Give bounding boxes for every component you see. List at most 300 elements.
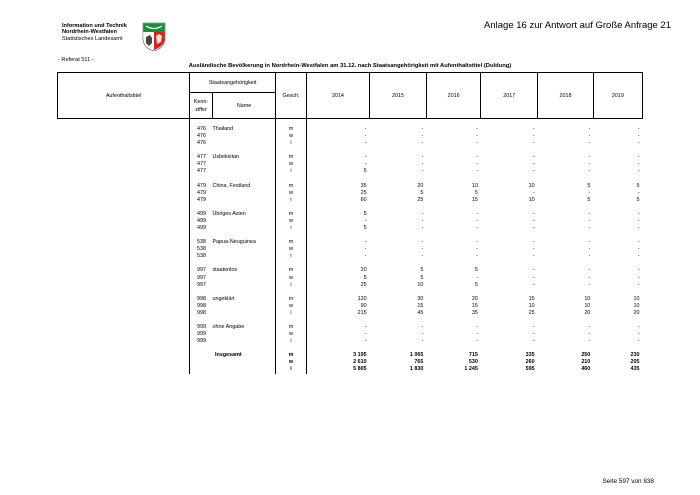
value-cell: 25 — [417, 196, 424, 203]
value-cell: - — [588, 189, 591, 196]
spacer-cell — [370, 317, 427, 324]
table-row — [58, 331, 643, 338]
spacer-cell — [593, 176, 642, 183]
table-row — [58, 154, 643, 161]
aufenthaltstitel-cell — [58, 197, 190, 204]
table-row — [58, 324, 643, 331]
value-cell: - — [532, 246, 535, 253]
spacer-cell — [190, 176, 213, 183]
spacer-cell — [593, 317, 642, 324]
spacer-cell — [276, 119, 307, 127]
value-cell: - — [588, 338, 591, 345]
spacer-cell — [58, 289, 190, 296]
value-cell: 5 — [420, 189, 424, 196]
spacer-cell — [306, 317, 369, 324]
spacer-cell — [58, 345, 190, 352]
spacer-cell — [58, 232, 190, 239]
value-cell: - — [476, 323, 478, 330]
kennziffer-cell: 479 — [197, 182, 207, 189]
spacer-cell — [276, 176, 307, 183]
value-cell: - — [532, 267, 535, 274]
spacer-cell — [212, 147, 275, 154]
value-cell: 90 — [360, 302, 367, 309]
spacer-cell — [276, 345, 307, 352]
value-cell: 1 830 — [409, 366, 424, 373]
aufenthaltstitel-cell — [58, 359, 190, 366]
spacer-cell — [481, 289, 538, 296]
table-row — [58, 303, 643, 310]
value-cell: 250 — [581, 352, 591, 359]
total-label-cell — [190, 366, 276, 373]
country-name-cell — [212, 225, 275, 232]
spacer-cell — [538, 176, 594, 183]
gender-cell: i — [276, 366, 307, 373]
value-cell: 215 — [357, 309, 367, 316]
aufenthaltstitel-cell — [58, 246, 190, 253]
value-cell: - — [588, 253, 591, 260]
table-title: Ausländische Bevölkerung in Nordrhein-Westfalen am 31.12. nach Staatsangehörigkeit mit Aufenthaltstitel (Duldung) — [188, 63, 512, 69]
value-cell: - — [476, 210, 478, 217]
col-year: 2016 — [426, 73, 481, 119]
spacer-cell — [481, 204, 538, 211]
value-cell: - — [588, 281, 591, 288]
value-cell: 20 — [360, 267, 367, 274]
value-cell: - — [637, 210, 640, 217]
col-name: Name — [212, 93, 275, 119]
spacer-cell — [190, 147, 213, 154]
table-row — [58, 338, 643, 345]
country-name-cell — [212, 275, 275, 282]
value-cell: - — [421, 217, 424, 224]
value-cell: 10 — [528, 302, 535, 309]
value-cell: - — [637, 267, 640, 274]
spacer-cell — [306, 260, 369, 267]
spacer-cell — [426, 147, 481, 154]
value-cell: - — [421, 338, 424, 345]
referat-label: - Referat 511 - — [58, 57, 94, 63]
value-cell: 2 610 — [353, 359, 367, 366]
value-cell: - — [637, 274, 640, 281]
value-cell: 210 — [581, 359, 591, 366]
value-cell: 5 — [587, 196, 591, 203]
value-cell: - — [588, 126, 591, 132]
spacer-cell — [538, 260, 594, 267]
kennziffer-cell: 479 — [197, 196, 207, 203]
aufenthaltstitel-cell — [58, 275, 190, 282]
total-row — [58, 352, 643, 359]
value-cell: - — [421, 210, 424, 217]
value-cell: 10 — [528, 182, 535, 189]
value-cell: - — [476, 140, 478, 147]
spacer-cell — [212, 260, 275, 267]
gender-cell: i — [276, 282, 307, 289]
spacer-cell — [426, 176, 481, 183]
value-cell: - — [476, 274, 478, 281]
aufenthaltstitel-cell — [58, 140, 190, 147]
spacer-cell — [370, 176, 427, 183]
kennziffer-cell: 998 — [197, 295, 207, 302]
country-name-cell: ohne Angabe — [212, 324, 275, 331]
value-cell: - — [364, 126, 367, 132]
aufenthaltstitel-cell — [58, 211, 190, 218]
value-cell: 30 — [417, 295, 424, 302]
spacer-row — [58, 345, 643, 352]
nrw-coat-of-arms-icon — [142, 22, 166, 52]
col-year: 2015 — [370, 73, 427, 119]
kennziffer-cell: 499 — [197, 210, 207, 217]
country-name-cell — [212, 253, 275, 260]
spacer-cell — [306, 204, 369, 211]
gender-cell: m — [276, 239, 307, 246]
value-cell: - — [421, 323, 424, 330]
value-cell: - — [637, 133, 640, 140]
gender-cell: m — [276, 183, 307, 190]
value-cell: 10 — [584, 295, 591, 302]
country-name-cell: ungeklärt — [212, 296, 275, 303]
kennziffer-cell: 476 — [197, 133, 207, 140]
value-cell: - — [532, 140, 535, 147]
value-cell: 715 — [468, 352, 478, 359]
country-name-cell — [212, 140, 275, 147]
value-cell: 205 — [630, 359, 640, 366]
spacer-cell — [276, 317, 307, 324]
value-cell: - — [637, 323, 640, 330]
country-name-cell: Papua-Neuguinea — [212, 239, 275, 246]
value-cell: - — [364, 217, 367, 224]
value-cell: 10 — [417, 281, 424, 288]
kennziffer-cell: 538 — [197, 239, 207, 246]
value-cell: - — [637, 161, 640, 168]
value-cell: - — [588, 246, 591, 253]
aufenthaltstitel-cell — [58, 303, 190, 310]
gender-cell: w — [276, 133, 307, 140]
kennziffer-cell: 477 — [197, 161, 207, 168]
spacer-cell — [58, 147, 190, 154]
spacer-cell — [276, 289, 307, 296]
spacer-cell — [306, 147, 369, 154]
table-row — [58, 246, 643, 253]
value-cell: - — [637, 126, 640, 132]
org-line-2: Nordrhein-Westfalen — [62, 29, 117, 36]
kennziffer-cell: 538 — [197, 253, 207, 260]
table-header — [58, 73, 643, 119]
spacer-row — [58, 260, 643, 267]
value-cell: - — [364, 140, 367, 147]
gender-cell: i — [276, 140, 307, 147]
value-cell: - — [532, 154, 535, 161]
table-row — [58, 183, 643, 190]
value-cell: - — [637, 246, 640, 253]
country-name-cell — [212, 190, 275, 197]
value-cell: 120 — [357, 295, 367, 302]
table-row — [58, 140, 643, 147]
value-cell: - — [364, 154, 367, 161]
country-name-cell — [212, 161, 275, 168]
spacer-cell — [370, 147, 427, 154]
spacer-cell — [593, 204, 642, 211]
spacer-cell — [190, 345, 213, 352]
value-cell: - — [421, 154, 424, 161]
spacer-cell — [593, 232, 642, 239]
spacer-cell — [306, 232, 369, 239]
total-row — [58, 366, 643, 373]
gender-cell: m — [276, 154, 307, 161]
value-cell: - — [637, 154, 640, 161]
gender-cell: w — [276, 161, 307, 168]
value-cell: - — [476, 331, 478, 338]
total-label-cell: Insgesamt — [190, 352, 276, 359]
spacer-cell — [538, 119, 594, 127]
spacer-cell — [426, 119, 481, 127]
kennziffer-cell: 999 — [197, 338, 207, 345]
country-name-cell — [212, 282, 275, 289]
value-cell: - — [421, 331, 424, 338]
aufenthaltstitel-cell — [58, 331, 190, 338]
kennziffer-cell: 997 — [197, 281, 207, 288]
value-cell: 25 — [528, 309, 535, 316]
spacer-cell — [538, 147, 594, 154]
spacer-cell — [190, 204, 213, 211]
value-cell: 20 — [417, 182, 424, 189]
gender-cell: w — [276, 303, 307, 310]
table-body — [58, 119, 643, 374]
org-block — [62, 23, 127, 42]
spacer-cell — [306, 119, 369, 127]
value-cell: - — [588, 210, 591, 217]
country-name-cell: China, Festland — [212, 183, 275, 190]
value-cell: 15 — [417, 302, 424, 309]
value-cell: 20 — [584, 309, 591, 316]
spacer-row — [58, 119, 643, 127]
value-cell: - — [532, 189, 535, 196]
gender-cell: m — [276, 267, 307, 274]
country-name-cell: staatenlos — [212, 267, 275, 274]
kennziffer-cell: 476 — [197, 140, 207, 147]
value-cell: 5 — [420, 267, 424, 274]
spacer-cell — [58, 176, 190, 183]
value-cell: - — [532, 133, 535, 140]
spacer-cell — [481, 176, 538, 183]
value-cell: 5 — [474, 189, 478, 196]
value-cell: - — [532, 210, 535, 217]
value-cell: - — [588, 140, 591, 147]
value-cell: - — [364, 338, 367, 345]
kennziffer-cell: 476 — [197, 126, 207, 132]
spacer-cell — [212, 176, 275, 183]
value-cell: 230 — [630, 352, 640, 359]
table-row — [58, 161, 643, 168]
spacer-cell — [58, 204, 190, 211]
value-cell: - — [588, 274, 591, 281]
value-cell: - — [421, 161, 424, 168]
value-cell: - — [476, 338, 478, 345]
country-name-cell: Übriges Asien — [212, 211, 275, 218]
value-cell: - — [421, 253, 424, 260]
table-row — [58, 197, 643, 204]
aufenthaltstitel-cell — [58, 282, 190, 289]
value-cell: 1 245 — [464, 366, 478, 373]
value-cell: - — [588, 217, 591, 224]
country-name-cell — [212, 133, 275, 140]
aufenthaltstitel-cell — [58, 324, 190, 331]
value-cell: 5 — [363, 210, 367, 217]
spacer-row — [58, 232, 643, 239]
spacer-row — [58, 317, 643, 324]
value-cell: 10 — [471, 182, 478, 189]
col-year: 2014 — [306, 73, 369, 119]
value-cell: - — [421, 133, 424, 140]
value-cell: - — [637, 217, 640, 224]
value-cell: 765 — [414, 359, 424, 366]
spacer-cell — [190, 289, 213, 296]
spacer-cell — [481, 119, 538, 127]
spacer-cell — [370, 260, 427, 267]
kennziffer-cell: 477 — [197, 168, 207, 175]
value-cell: - — [637, 281, 640, 288]
spacer-cell — [190, 232, 213, 239]
spacer-cell — [538, 317, 594, 324]
value-cell: - — [532, 253, 535, 260]
value-cell: - — [421, 246, 424, 253]
spacer-cell — [190, 317, 213, 324]
table-row — [58, 239, 643, 246]
gender-cell: w — [276, 246, 307, 253]
country-name-cell: Thailand — [212, 126, 275, 133]
value-cell: - — [637, 239, 640, 246]
value-cell: 20 — [633, 309, 640, 316]
org-line-1: Information und Technik — [62, 23, 127, 29]
table-row — [58, 267, 643, 274]
spacer-cell — [370, 119, 427, 127]
value-cell: - — [532, 225, 535, 232]
value-cell: - — [476, 217, 478, 224]
spacer-cell — [212, 232, 275, 239]
spacer-row — [58, 204, 643, 211]
value-cell: 5 — [363, 225, 367, 232]
value-cell: 25 — [360, 189, 367, 196]
gender-cell: m — [276, 126, 307, 133]
spacer-row — [58, 176, 643, 183]
table-row — [58, 133, 643, 140]
spacer-cell — [370, 232, 427, 239]
value-cell: 5 — [363, 168, 367, 175]
spacer-cell — [212, 289, 275, 296]
value-cell: - — [364, 239, 367, 246]
gender-cell: w — [276, 275, 307, 282]
gender-cell: i — [276, 310, 307, 317]
aufenthaltstitel-cell — [58, 310, 190, 317]
kennziffer-cell: 538 — [197, 246, 207, 253]
value-cell: - — [532, 323, 535, 330]
value-cell: - — [637, 253, 640, 260]
table-row — [58, 211, 643, 218]
kennziffer-cell: 499 — [197, 225, 207, 232]
value-cell: 260 — [525, 359, 535, 366]
value-cell: - — [364, 246, 367, 253]
country-name-cell — [212, 246, 275, 253]
value-cell: 20 — [471, 295, 478, 302]
aufenthaltstitel-cell — [58, 366, 190, 373]
spacer-cell — [212, 119, 275, 127]
col-staatsangehoerigkeit: Staatsangehörigkeit — [190, 73, 276, 93]
value-cell: 60 — [360, 196, 367, 203]
aufenthaltstitel-cell — [58, 239, 190, 246]
page-number: Seite 597 von 838 — [602, 478, 654, 485]
gender-cell: w — [276, 190, 307, 197]
value-cell: - — [364, 161, 367, 168]
value-cell: - — [364, 331, 367, 338]
value-cell: 435 — [630, 366, 640, 373]
spacer-cell — [276, 204, 307, 211]
spacer-cell — [306, 345, 369, 352]
table-row — [58, 218, 643, 225]
value-cell: 335 — [525, 352, 535, 359]
value-cell: 5 — [636, 196, 640, 203]
value-cell: 35 — [471, 309, 478, 316]
value-cell: - — [588, 154, 591, 161]
kennziffer-cell: 479 — [197, 189, 207, 196]
col-year: 2019 — [593, 73, 642, 119]
spacer-cell — [58, 119, 190, 127]
kennziffer-cell: 999 — [197, 331, 207, 338]
value-cell: - — [588, 239, 591, 246]
col-aufenthaltstitel: Aufenthaltstitel — [58, 73, 190, 119]
value-cell: 15 — [471, 196, 478, 203]
value-cell: - — [364, 253, 367, 260]
spacer-cell — [370, 345, 427, 352]
value-cell: 35 — [360, 182, 367, 189]
kennziffer-cell: 997 — [197, 274, 207, 281]
value-cell: - — [476, 253, 478, 260]
kennziffer-cell: 999 — [197, 323, 207, 330]
value-cell: - — [532, 168, 535, 175]
spacer-cell — [426, 260, 481, 267]
table-row — [58, 168, 643, 175]
spacer-cell — [276, 232, 307, 239]
total-label-cell — [190, 359, 276, 366]
value-cell: - — [421, 168, 424, 175]
value-cell: - — [637, 338, 640, 345]
country-name-cell — [212, 197, 275, 204]
value-cell: - — [476, 161, 478, 168]
value-cell: 5 — [636, 182, 640, 189]
country-name-cell: Usbekistan — [212, 154, 275, 161]
spacer-cell — [276, 260, 307, 267]
value-cell: - — [532, 274, 535, 281]
value-cell: 10 — [584, 302, 591, 309]
value-cell: 45 — [417, 309, 424, 316]
col-gesch: Gesch. — [276, 73, 307, 119]
value-cell: - — [364, 133, 367, 140]
aufenthaltstitel-cell — [58, 168, 190, 175]
aufenthaltstitel-cell — [58, 352, 190, 359]
aufenthaltstitel-cell — [58, 190, 190, 197]
gender-cell: m — [276, 324, 307, 331]
value-cell: - — [532, 126, 535, 132]
spacer-cell — [306, 176, 369, 183]
value-cell: 595 — [525, 366, 535, 373]
spacer-cell — [58, 317, 190, 324]
value-cell: 10 — [633, 295, 640, 302]
spacer-cell — [538, 345, 594, 352]
value-cell: - — [476, 133, 478, 140]
value-cell: - — [588, 161, 591, 168]
kennziffer-cell: 499 — [197, 217, 207, 224]
gender-cell: w — [276, 331, 307, 338]
value-cell: 530 — [468, 359, 478, 366]
value-cell: - — [637, 168, 640, 175]
gender-cell: i — [276, 338, 307, 345]
